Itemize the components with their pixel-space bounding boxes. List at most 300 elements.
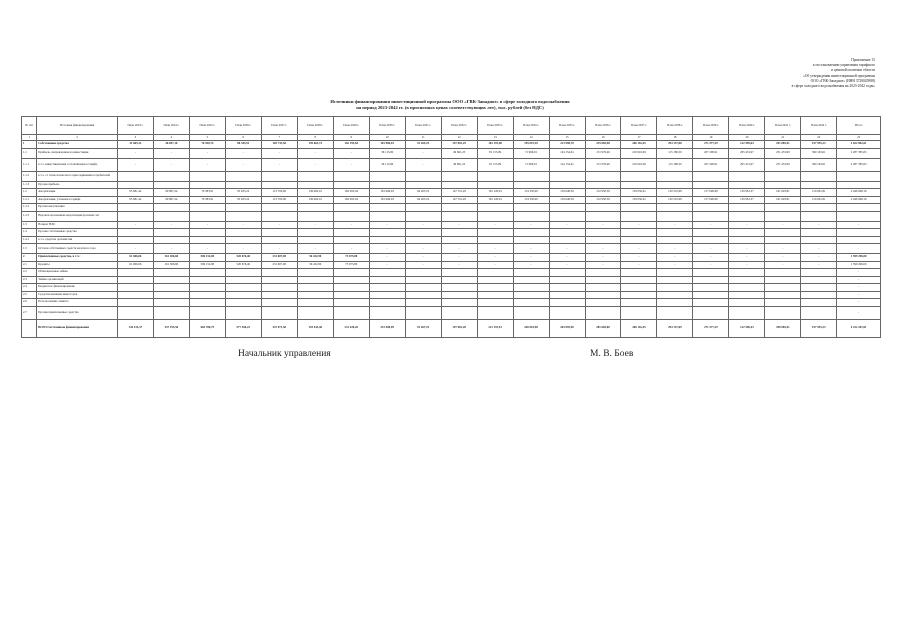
table-cell: -	[621, 244, 657, 254]
table-cell: 76 550,74	[189, 141, 225, 149]
table-cell	[333, 204, 369, 212]
table-cell: -	[585, 254, 621, 262]
header-year: План 2026 г.	[225, 117, 261, 135]
table-cell	[441, 204, 477, 212]
table-cell	[405, 269, 441, 277]
table-cell	[729, 269, 765, 277]
table-cell: 36 113,06	[369, 148, 405, 158]
table-cell	[225, 276, 261, 284]
table-cell: -	[333, 148, 369, 158]
header-name: Источник финансирования	[37, 117, 118, 135]
table-cell	[261, 181, 297, 189]
table-cell: 162 995,04	[333, 189, 369, 197]
table-cell	[333, 269, 369, 277]
table-cell	[621, 229, 657, 237]
table-cell	[657, 291, 693, 299]
table-cell: 86 345,91	[225, 141, 261, 149]
row-total-cell: -	[837, 291, 881, 299]
row-name: Амортизация, учтенная в тарифе	[37, 196, 118, 204]
table-cell	[693, 284, 729, 292]
table-cell: -	[729, 261, 765, 269]
table-cell	[297, 276, 333, 284]
header-year: План 2036 г.	[585, 117, 621, 135]
table-cell	[153, 171, 189, 181]
table-cell	[729, 299, 765, 307]
table-cell: 31 665,32	[117, 141, 153, 149]
header-year: План 2042 г.	[801, 117, 837, 135]
column-number: 19	[693, 135, 729, 141]
table-cell: 157 600,68	[693, 196, 729, 204]
column-number: 13	[477, 135, 513, 141]
table-cell	[621, 204, 657, 212]
table-cell: 115 180,50	[657, 148, 693, 158]
table-cell: 122 590,43	[729, 319, 765, 337]
table-cell	[297, 211, 333, 221]
table-cell: 159 950,61	[621, 196, 657, 204]
header-year: План 2037 г.	[621, 117, 657, 135]
row-code: 1.4.1	[22, 236, 37, 244]
table-row	[22, 221, 881, 229]
table-cell	[333, 211, 369, 221]
table-cell: 159 661,81	[801, 196, 837, 204]
table-cell	[477, 229, 513, 237]
table-cell	[621, 236, 657, 244]
table-cell: -	[801, 261, 837, 269]
table-cell	[801, 299, 837, 307]
table-cell: 181 906,93	[369, 196, 405, 204]
table-cell: 197 955,23	[801, 141, 837, 149]
row-name: Прибыль, направленная на инвестиции	[37, 148, 118, 158]
table-cell	[117, 284, 153, 292]
table-cell	[549, 181, 585, 189]
table-cell: 207 290,91	[693, 148, 729, 158]
table-cell	[585, 284, 621, 292]
table-cell	[225, 171, 261, 181]
table-cell: -	[693, 244, 729, 254]
table-cell: 79 583,91	[189, 189, 225, 197]
table-cell	[513, 211, 549, 221]
header-year: План 2024 г.	[153, 117, 189, 135]
table-cell	[477, 291, 513, 299]
header-year: План 2034 г.	[513, 117, 549, 135]
row-total-cell: -	[837, 221, 881, 229]
row-name: Кредиты	[37, 261, 118, 269]
column-number: 16	[585, 135, 621, 141]
table-cell	[585, 291, 621, 299]
row-total-cell	[837, 171, 881, 181]
row-total-cell: 2 287 385,65	[837, 158, 881, 171]
table-cell: 162 995,04	[333, 196, 369, 204]
table-cell	[333, 181, 369, 189]
table-cell	[621, 181, 657, 189]
table-cell	[693, 181, 729, 189]
table-cell: 181 906,93	[369, 141, 405, 149]
table-cell	[369, 306, 405, 319]
row-code: 2.6	[22, 299, 37, 307]
table-cell: -	[729, 254, 765, 262]
table-cell	[225, 236, 261, 244]
table-cell	[801, 204, 837, 212]
table-cell	[405, 204, 441, 212]
header-year: План 2027 г.	[261, 117, 297, 135]
table-row	[22, 319, 881, 337]
table-cell: -	[477, 261, 513, 269]
table-cell	[801, 306, 837, 319]
table-cell: 193 443,46	[297, 319, 333, 337]
table-cell: 71 966,91	[513, 148, 549, 158]
table-cell	[513, 299, 549, 307]
document-title	[60, 99, 840, 112]
table-cell	[693, 299, 729, 307]
table-cell: -	[477, 244, 513, 254]
table-cell: 390 163,61	[801, 158, 837, 171]
table-cell: 94 265,19	[405, 196, 441, 204]
table-cell	[621, 276, 657, 284]
row-name: Прочие привлеченные средства	[37, 306, 118, 319]
table-cell: -	[117, 221, 153, 229]
table-cell: 291 085,41	[765, 141, 801, 149]
table-cell: -	[621, 254, 657, 262]
table-cell: 139 981,37	[729, 189, 765, 197]
table-cell	[441, 236, 477, 244]
row-total-cell	[837, 229, 881, 237]
table-cell: -	[297, 158, 333, 171]
table-cell	[189, 204, 225, 212]
table-cell	[405, 291, 441, 299]
table-cell: -	[765, 254, 801, 262]
row-code: 1.2.2	[22, 204, 37, 212]
table-row	[22, 236, 881, 244]
table-cell: 56 432,90	[297, 261, 333, 269]
table-cell: -	[441, 221, 477, 229]
row-total-cell: 2 287 385,65	[837, 148, 881, 158]
column-number: 3	[117, 135, 153, 141]
signature-position: Начальник управления	[238, 349, 331, 359]
table-cell	[765, 299, 801, 307]
table-cell: -	[189, 244, 225, 254]
table-cell: -	[765, 261, 801, 269]
row-name: Использование лизинга	[37, 299, 118, 307]
table-cell	[225, 299, 261, 307]
table-cell: -	[801, 221, 837, 229]
table-cell: 61 606,06	[117, 261, 153, 269]
table-cell: 113 700,00	[261, 196, 297, 204]
table-cell: 260 116,45	[621, 319, 657, 337]
table-cell	[657, 276, 693, 284]
table-cell	[297, 299, 333, 307]
row-name: Амортизация	[37, 189, 118, 197]
table-cell	[261, 299, 297, 307]
table-cell	[405, 211, 441, 221]
table-cell	[549, 306, 585, 319]
table-cell	[333, 299, 369, 307]
row-code: 1.2.3	[22, 211, 37, 221]
table-cell	[693, 306, 729, 319]
table-cell	[225, 291, 261, 299]
table-cell	[621, 171, 657, 181]
table-cell: 231 607,00	[261, 254, 297, 262]
row-code: 1.1.3	[22, 181, 37, 189]
table-cell	[261, 229, 297, 237]
table-cell	[513, 181, 549, 189]
row-name: Займы организаций	[37, 276, 118, 284]
table-cell: -	[225, 148, 261, 158]
table-cell	[513, 284, 549, 292]
column-number: 5	[189, 135, 225, 141]
row-code: 2.4	[22, 284, 37, 292]
table-cell	[621, 284, 657, 292]
table-cell: 161 693,81	[765, 196, 801, 204]
table-cell	[441, 291, 477, 299]
table-cell	[657, 171, 693, 181]
table-cell: -	[369, 261, 405, 269]
table-cell: -	[621, 221, 657, 229]
table-cell	[261, 291, 297, 299]
table-cell: -	[333, 158, 369, 171]
row-name: Недоиспользованная амортизация прошлых лет	[37, 211, 118, 221]
header-year: План 2029 г.	[333, 117, 369, 135]
table-cell: 235 065,98	[585, 141, 621, 149]
table-cell	[585, 306, 621, 319]
table-cell: -	[585, 221, 621, 229]
table-cell	[513, 306, 549, 319]
table-cell	[153, 284, 189, 292]
table-cell	[297, 291, 333, 299]
header-year: План 2039 г.	[693, 117, 729, 135]
table-cell	[153, 306, 189, 319]
row-name: Средства внешних инвесторов	[37, 291, 118, 299]
table-cell: -	[189, 221, 225, 229]
table-cell	[261, 269, 297, 277]
table-cell	[513, 171, 549, 181]
table-cell	[153, 236, 189, 244]
table-cell	[549, 299, 585, 307]
table-cell: 161 693,81	[765, 189, 801, 197]
header-code: № п/п	[22, 117, 37, 135]
table-cell	[117, 229, 153, 237]
table-cell	[585, 171, 621, 181]
table-cell	[189, 211, 225, 221]
row-total-cell	[837, 204, 881, 212]
row-name: ВСЕГО источников финансирования	[37, 319, 118, 337]
table-cell	[117, 181, 153, 189]
table-cell: -	[297, 221, 333, 229]
table-row	[22, 204, 881, 212]
table-cell: -	[225, 221, 261, 229]
table-cell	[765, 276, 801, 284]
table-cell	[801, 211, 837, 221]
table-cell	[729, 291, 765, 299]
appendix-line: Приложение 15	[851, 58, 875, 62]
table-cell: 36 113,06	[369, 158, 405, 171]
table-cell: 263 095,90	[549, 319, 585, 337]
table-cell: 231 607,00	[261, 261, 297, 269]
table-cell: -	[261, 158, 297, 171]
table-cell	[297, 236, 333, 244]
table-cell: -	[297, 244, 333, 254]
table-cell	[477, 306, 513, 319]
table-cell: 506 152,00	[189, 261, 225, 269]
header-year: План 2035 г.	[549, 117, 585, 135]
table-cell: -	[117, 244, 153, 254]
appendix-block	[675, 58, 875, 89]
table-cell: 130 525,98	[657, 196, 693, 204]
column-number: 8	[297, 135, 333, 141]
table-cell: 181 191,90	[477, 141, 513, 149]
table-cell	[729, 181, 765, 189]
financing-table	[21, 116, 881, 338]
table-row	[22, 141, 881, 149]
table-cell: 210 916,09	[621, 148, 657, 158]
row-code: 2.5	[22, 291, 37, 299]
table-cell	[513, 276, 549, 284]
table-cell	[729, 306, 765, 319]
table-cell: 207 290,91	[693, 158, 729, 171]
table-cell: 257 195,56	[153, 319, 189, 337]
table-cell	[765, 306, 801, 319]
table-cell	[585, 181, 621, 189]
table-cell: 294 137,08	[657, 141, 693, 149]
table-cell	[657, 229, 693, 237]
table-cell	[261, 306, 297, 319]
table-cell	[405, 229, 441, 237]
table-cell: 665 780,75	[189, 319, 225, 337]
table-cell	[477, 211, 513, 221]
row-total-cell: -	[837, 299, 881, 307]
table-cell: -	[405, 244, 441, 254]
row-total-cell: -	[837, 276, 881, 284]
appendix-line: к постановлению управления тарифного	[812, 63, 875, 68]
table-cell: -	[513, 244, 549, 254]
table-cell: 147 701,29	[441, 189, 477, 197]
table-cell: -	[657, 244, 693, 254]
table-cell: 162 195,84	[333, 141, 369, 149]
table-cell: 295 431,97	[729, 158, 765, 171]
table-cell	[369, 269, 405, 277]
row-name: Остаток собственных средств на начало года	[37, 244, 118, 254]
table-cell	[333, 171, 369, 181]
table-cell: -	[117, 148, 153, 158]
table-cell: -	[261, 221, 297, 229]
table-cell: -	[117, 158, 153, 171]
table-cell	[225, 306, 261, 319]
table-cell	[513, 204, 549, 212]
table-cell	[369, 276, 405, 284]
row-name: в т.ч. от технологического присоединения потребителей	[37, 171, 118, 181]
table-cell: 95 681,42	[117, 196, 153, 204]
table-cell: -	[477, 221, 513, 229]
column-number: 17	[621, 135, 657, 141]
table-row	[22, 261, 881, 269]
row-total-cell: 1 599 296,00	[837, 261, 881, 269]
table-cell: -	[549, 254, 585, 262]
table-cell	[189, 171, 225, 181]
table-cell: -	[441, 244, 477, 254]
table-cell	[261, 284, 297, 292]
table-cell: -	[801, 244, 837, 254]
row-name: Прочая амортизация	[37, 204, 118, 212]
row-total-cell: -	[837, 306, 881, 319]
table-cell: 139 962,91	[297, 189, 333, 197]
table-cell: -	[369, 244, 405, 254]
table-row	[22, 148, 881, 158]
table-cell	[657, 181, 693, 189]
table-cell: 73 675,80	[333, 261, 369, 269]
table-cell	[729, 284, 765, 292]
table-cell: -	[693, 221, 729, 229]
table-cell	[693, 276, 729, 284]
table-cell	[153, 291, 189, 299]
column-number: 7	[261, 135, 297, 141]
table-cell	[477, 236, 513, 244]
table-cell: 91 265,19	[405, 141, 441, 149]
table-cell: 81 155,09	[477, 148, 513, 158]
table-cell	[153, 269, 189, 277]
table-cell	[513, 269, 549, 277]
appendix-line: и ценовой политики области	[831, 68, 875, 73]
column-number: 1	[22, 135, 37, 141]
table-cell: 390 163,61	[801, 148, 837, 158]
table-cell	[369, 211, 405, 221]
header-year: План 2040 г.	[729, 117, 765, 135]
row-name: в т.ч. средства допэмиссии	[37, 236, 118, 244]
row-code: 1.1.1	[22, 158, 37, 171]
row-code: 1.1.2	[22, 171, 37, 181]
table-cell: -	[333, 221, 369, 229]
table-cell: -	[729, 244, 765, 254]
table-cell: 520 676,40	[225, 261, 261, 269]
header-year: План 2038 г.	[657, 117, 693, 135]
table-cell	[225, 229, 261, 237]
table-cell: 260 116,45	[621, 141, 657, 149]
table-cell	[657, 211, 693, 221]
table-cell	[333, 236, 369, 244]
table-cell	[261, 276, 297, 284]
table-cell	[657, 204, 693, 212]
header-year: План 2023 г.	[117, 117, 153, 135]
table-cell	[117, 291, 153, 299]
table-cell: -	[585, 261, 621, 269]
row-total-cell	[837, 211, 881, 221]
table-cell: 181 126,91	[477, 189, 513, 197]
table-cell	[513, 229, 549, 237]
table-cell: 71 966,91	[513, 158, 549, 171]
column-number: 23	[837, 135, 881, 141]
table-cell: 181 906,93	[369, 189, 405, 197]
table-cell	[117, 171, 153, 181]
table-cell: 157 600,68	[693, 189, 729, 197]
table-cell	[117, 306, 153, 319]
table-cell	[477, 276, 513, 284]
table-cell: -	[189, 158, 225, 171]
table-cell: -	[297, 148, 333, 158]
table-cell	[225, 269, 261, 277]
table-cell: 49 661,23	[441, 158, 477, 171]
table-cell	[801, 284, 837, 292]
table-cell	[693, 229, 729, 237]
table-cell: 271 577,39	[693, 141, 729, 149]
table-cell: -	[369, 254, 405, 262]
table-cell	[585, 276, 621, 284]
column-number: 6	[225, 135, 261, 141]
table-cell	[117, 236, 153, 244]
table-cell	[765, 269, 801, 277]
table-cell	[477, 284, 513, 292]
table-cell: 159 661,81	[801, 189, 837, 197]
row-name: Облигационные займы	[37, 269, 118, 277]
table-cell	[801, 236, 837, 244]
table-cell	[693, 211, 729, 221]
